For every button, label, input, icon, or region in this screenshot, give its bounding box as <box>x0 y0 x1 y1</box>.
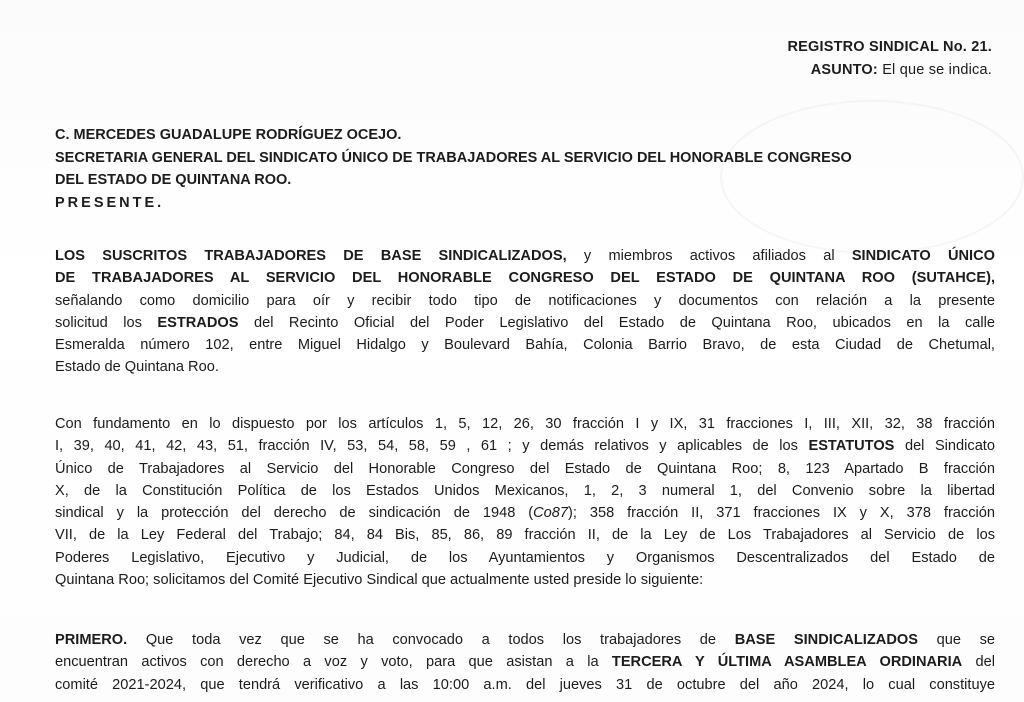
text: encuentran activos con derecho a voz y voto, para que asistan a la <box>55 654 612 671</box>
text: del Recinto Oficial del Poder Legislativo del Estado de Quintana Roo, ubicados en la calle <box>238 314 995 331</box>
paragraph-line: Único de Trabajadores al Servicio del Honorable Congreso del Estado de Quintana Roo; 8, 123 Apartado B fracción <box>55 460 995 477</box>
text: y miembros activos afiliados al <box>566 248 852 264</box>
text: solicitud los <box>55 314 158 331</box>
document-header <box>787 36 992 82</box>
paragraph-line <box>55 435 995 457</box>
bold-text: LOS SUSCRITOS TRABAJADORES DE BASE SINDICALIZADOS, <box>55 248 567 264</box>
addressee-block <box>55 124 1000 214</box>
paragraph-line <box>55 267 995 289</box>
asunto-value: El que se indica. <box>882 62 992 78</box>
bold-text: DE TRABAJADORES AL SERVICIO DEL HONORABLE CONGRESO DEL ESTADO DE QUINTANA ROO (SUTAHCE), <box>55 270 995 287</box>
paragraph-line: Esmeralda número 102, entre Miguel Hidalgo y Boulevard Bahía, Colonia Barrio Bravo, de esta Ciudad de Chetumal, <box>55 337 995 354</box>
paragraph-line <box>55 502 995 524</box>
text: ); 358 fracción II, 371 fracciones IX y X, 378 fracción <box>568 505 995 522</box>
addressee-name: C. MERCEDES GUADALUPE RODRÍGUEZ OCEJO. <box>55 127 402 143</box>
text: del Sindicato <box>894 438 995 455</box>
italic-text: Co87 <box>533 505 569 522</box>
text: sindical y la protección del derecho de sindicación de 1948 ( <box>55 505 534 522</box>
paragraph-line: Poderes Legislativo, Ejecutivo y Judicial, de los Ayuntamientos y Organismos Descentralizados del Estado de <box>55 549 995 566</box>
bold-text: ESTRADOS <box>157 314 239 331</box>
bold-text: BASE SINDICALIZADOS <box>734 632 918 648</box>
asunto-line <box>787 59 992 82</box>
paragraph-line <box>55 651 995 673</box>
bold-text: TERCERA Y ÚLTIMA ASAMBLEA ORDINARIA <box>611 654 963 671</box>
paragraph-line: X, de la Constitución Política de los Estados Unidos Mexicanos, 1, 2, 3 numeral 1, del Convenio sobre la libertad <box>55 482 995 499</box>
asunto-label: ASUNTO: <box>810 62 878 78</box>
paragraph-line <box>55 245 995 267</box>
paragraph-petitioners <box>55 245 995 379</box>
paragraph-line: Quintana Roo; solicitamos del Comité Ejecutivo Sindical que actualmente usted preside lo siguiente: <box>55 572 704 589</box>
paragraph-line: VII, de la Ley Federal del Trabajo; 84, 84 Bis, 85, 86, 89 fracción II, de la Ley de Los Trabajadores al Servicio de los <box>55 527 995 544</box>
paragraph-line: señalando como domicilio para oír y recibir todo tipo de notificaciones y documentos con relación a la presente <box>55 292 995 309</box>
paragraph-legal-basis <box>55 413 995 591</box>
paragraph-primero <box>55 629 995 696</box>
text: que se <box>917 632 996 648</box>
registro-sindical: REGISTRO SINDICAL No. 21. <box>787 39 992 55</box>
paragraph-line <box>55 312 995 334</box>
presente-label: PRESENTE. <box>55 194 165 211</box>
text: I, 39, 40, 41, 42, 43, 51, fracción IV, 53, 54, 58, 59 , 61 ; y demás relativos y aplicables de los <box>55 438 809 455</box>
paragraph-line: Estado de Quintana Roo. <box>55 359 219 376</box>
addressee-title-line1: SECRETARIA GENERAL DEL SINDICATO ÚNICO DE TRABAJADORES AL SERVICIO DEL HONORABLE CONGRESO <box>55 149 852 166</box>
text: del <box>962 654 995 671</box>
bold-text: ESTATUTOS <box>808 438 895 455</box>
text: Que toda vez que se ha convocado a todos los trabajadores de <box>127 632 735 648</box>
bold-text: SINDICATO ÚNICO <box>851 248 995 264</box>
paragraph-line <box>55 629 995 651</box>
paragraph-line: comité 2021-2024, que tendrá verificativo a las 10:00 a.m. del jueves 31 de octubre del año 2024, lo cual constituye <box>55 676 995 693</box>
paragraph-line: Con fundamento en lo dispuesto por los artículos 1, 5, 12, 26, 30 fracción I y IX, 31 fracciones I, III, XII, 32, 38 fracción <box>55 416 995 432</box>
bold-text: PRIMERO. <box>55 632 128 648</box>
addressee-title-line2: DEL ESTADO DE QUINTANA ROO. <box>55 172 292 188</box>
